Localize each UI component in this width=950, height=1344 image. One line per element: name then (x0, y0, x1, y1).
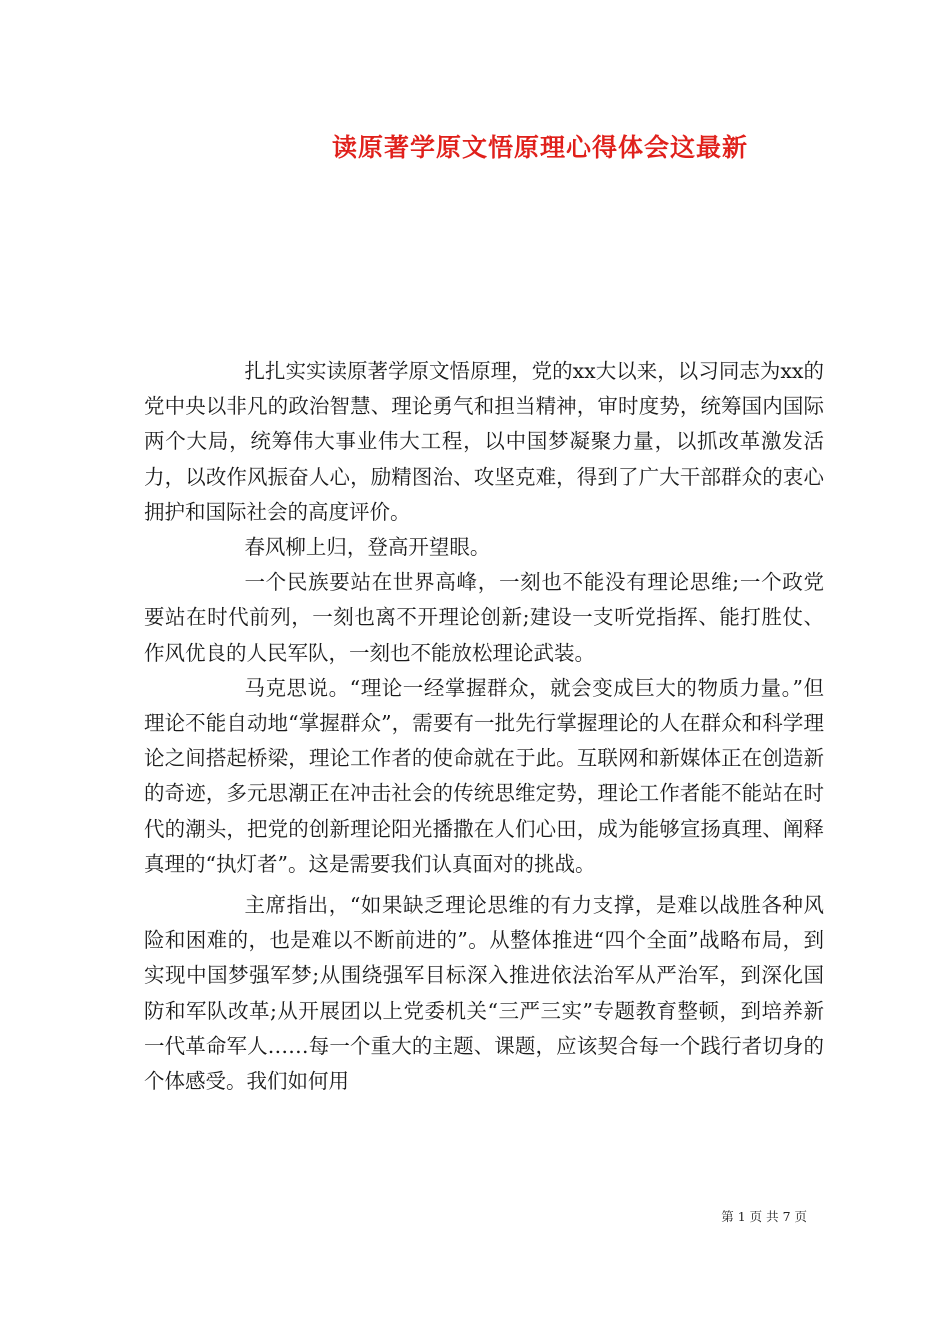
paragraph-5: 主席指出，“如果缺乏理论思维的有力支撑，是难以战胜各种风险和困难的，也是难以不断前进的”。从整体推进“四个全面”战略布局，到实现中国梦强军梦;从围绕强军目标深入推进依法治军从严治军，到深化国防和军队改革;从开展团以上党委机关“三严三实”专题教育整顿，到培养新一代革命军人……每一个重大的主题、课题，应该契合每一个践行者切身的个体感受。我们如何用 (144, 893, 824, 1094)
paragraph-1: 扎扎实实读原著学原文悟原理，党的xx大以来，以习同志为xx的党中央以非凡的政治智慧、理论勇气和担当精神，审时度势，统筹国内国际两个大局，统筹伟大事业伟大工程，以中国梦凝聚力量，以抓改革激发活力，以改作风振奋人心，励精图治、攻坚克难，得到了广大干部群众的衷心拥护和国际社会的高度评价。 (144, 359, 824, 524)
paragraph-2: 春风柳上归，登高开望眼。 (244, 535, 491, 560)
paragraph-4: 马克思说。“理论一经掌握群众，就会变成巨大的物质力量。”但理论不能自动地“掌握群众”，需要有一批先行掌握理论的人在群众和科学理论之间搭起桥梁，理论工作者的使命就在于此。互联网和新媒体正在创造新的奇迹，多元思潮正在冲击社会的传统思维定势，理论工作者能不能站在时代的潮头，把党的创新理论阳光播撒在人们心田，成为能够宣扬真理、阐释真理的“执灯者”。这是需要我们认真面对的挑战。 (144, 675, 824, 876)
paragraph-3: 一个民族要站在世界高峰，一刻也不能没有理论思维;一个政党要站在时代前列，一刻也离不开理论创新;建设一支听党指挥、能打胜仗、作风优良的人民军队，一刻也不能放松理论武装。 (144, 570, 824, 665)
page-number-footer: 第 1 页 共 7 页 (721, 1209, 807, 1224)
document-title: 读原著学原文悟原理心得体会这最新 (331, 133, 748, 162)
document-body (144, 354, 824, 1099)
